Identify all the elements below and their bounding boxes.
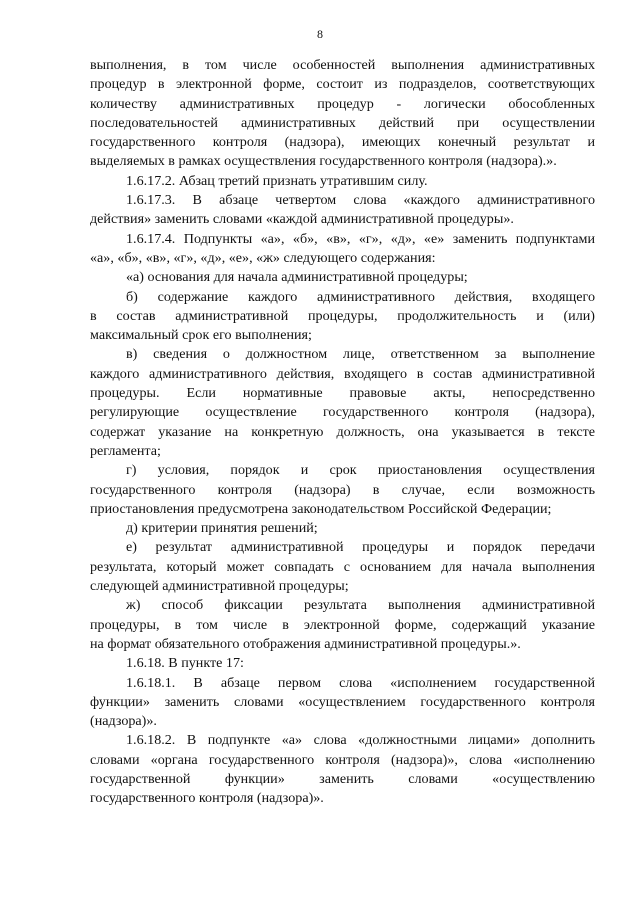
text-line: е) результат административной процедуры и порядок передачи <box>126 539 595 556</box>
text-line: (надзора)». <box>90 713 157 730</box>
text-line: регламента; <box>90 442 161 459</box>
text-line: выделяемых в рамках осуществления государственного контроля (надзора).». <box>90 153 557 170</box>
text-line: процедуры, в том числе в электронной форме, содержащий указание <box>90 616 595 633</box>
text-line: государственного контроля (надзора), имеющих конечный результат и <box>90 134 595 151</box>
text-line: ж) способ фиксации результата выполнения административной <box>126 597 595 614</box>
text-line: государственного контроля (надзора)». <box>90 790 324 807</box>
text-line: 1.6.18.1. В абзаце первом слова «исполнением государственной <box>126 674 595 691</box>
text-line: 1.6.18. В пункте 17: <box>126 655 244 672</box>
text-line: количеству административных процедур - логически обособленных <box>90 95 595 112</box>
text-line: максимальный срок его выполнения; <box>90 327 312 344</box>
text-line: «а) основания для начала административной процедуры; <box>126 269 468 286</box>
text-line: приостановления предусмотрена законодательством Российской Федерации; <box>90 500 552 517</box>
text-line: процедур в электронной форме, состоит из подразделов, соответствующих <box>90 76 595 93</box>
text-line: процедуры. Если нормативные правовые акты, непосредственно <box>90 385 595 402</box>
text-line: содержат указание на конкретную должность, она указывается в тексте <box>90 423 595 440</box>
text-line: регулирующие осуществление государственного контроля (надзора), <box>90 404 595 421</box>
text-line: на формат обязательного отображения административной процедуры.». <box>90 635 521 652</box>
text-line: д) критерии принятия решений; <box>126 520 318 537</box>
page-number: 8 <box>317 27 323 41</box>
text-line: последовательностей административных действий при осуществлении <box>90 114 595 131</box>
text-line: словами «органа государственного контроля (надзора)», слова «исполнению <box>90 751 595 768</box>
text-line: 1.6.17.3. В абзаце четвертом слова «каждого административного <box>126 192 595 209</box>
text-line: 1.6.17.2. Абзац третий признать утратившим силу. <box>126 172 428 189</box>
text-line: выполнения, в том числе особенностей выполнения административных <box>90 57 595 73</box>
text-line: 1.6.18.2. В подпункте «а» слова «должностными лицами» дополнить <box>126 732 595 749</box>
text-line: каждого административного действия, входящего в состав административной <box>90 365 595 382</box>
text-line: государственного контроля (надзора) в случае, если возможность <box>90 481 595 498</box>
document-body <box>90 56 595 809</box>
text-line: следующей административной процедуры; <box>90 578 349 595</box>
text-line: б) содержание каждого административного действия, входящего <box>126 288 595 305</box>
text-line: 1.6.17.4. Подпункты «а», «б», «в», «г», «д», «е» заменить подпунктами <box>126 230 595 247</box>
text-line: в) сведения о должностном лице, ответственном за выполнение <box>126 346 595 363</box>
text-line: результата, который может совпадать с основанием для начала выполнения <box>90 558 595 575</box>
text-line: функции» заменить словами «осуществлением государственного контроля <box>90 693 595 710</box>
text-line: действия» заменить словами «каждой административной процедуры». <box>90 211 514 228</box>
text-line: г) условия, порядок и срок приостановления осуществления <box>126 462 595 479</box>
text-line: «а», «б», «в», «г», «д», «е», «ж» следующего содержания: <box>90 249 436 266</box>
text-line: в состав административной процедуры, продолжительность и (или) <box>90 307 595 324</box>
text-line: государственной функции» заменить словами «осуществлению <box>90 770 595 787</box>
